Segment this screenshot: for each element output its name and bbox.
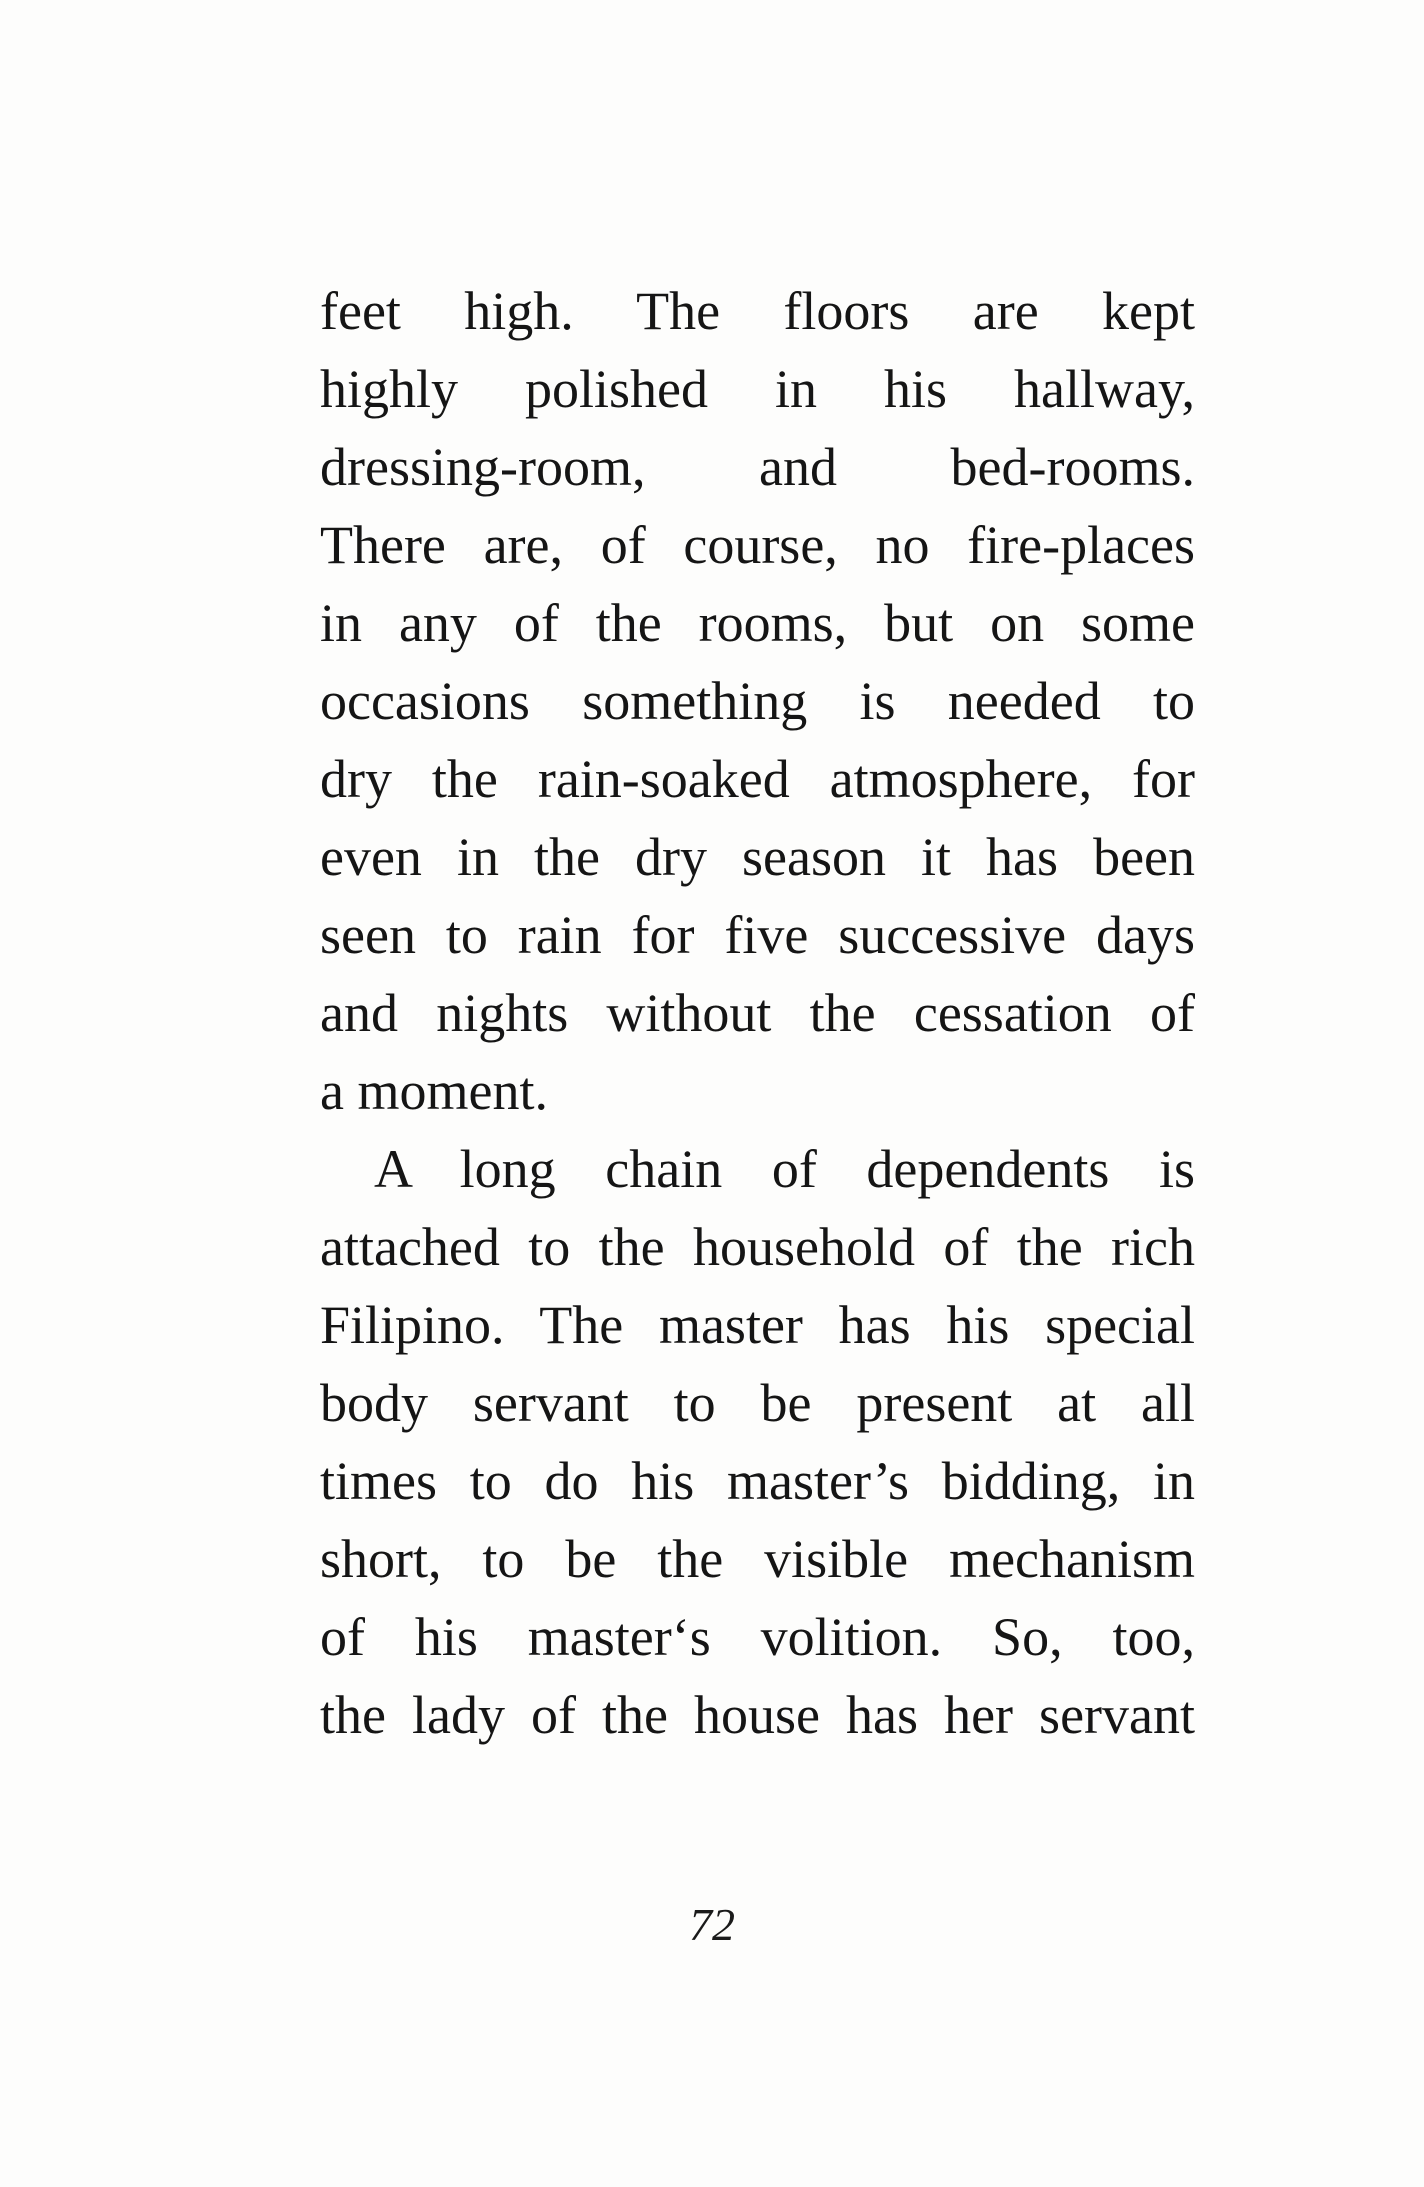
text-line: feet high. The floors are kept — [320, 281, 1195, 341]
body-text — [320, 272, 1195, 1754]
text-line: Filipino. The master has his special — [320, 1295, 1195, 1355]
text-line: dry the rain-soaked atmosphere, for — [320, 749, 1195, 809]
text-line: seen to rain for five successive days — [320, 905, 1195, 965]
page-number: 72 — [689, 1899, 735, 1950]
text-line: attached to the household of the rich — [320, 1217, 1195, 1277]
text-line: of his master‘s volition. So, too, — [320, 1607, 1195, 1667]
text-line: even in the dry season it has been — [320, 827, 1195, 887]
text-line-paragraph-start: A long chain of dependents is — [374, 1139, 1195, 1199]
text-line: short, to be the visible mechanism — [320, 1529, 1195, 1589]
text-line: the lady of the house has her servant — [320, 1685, 1195, 1745]
text-line: There are, of course, no fire-places — [320, 515, 1195, 575]
text-line: and nights without the cessation of — [320, 983, 1195, 1043]
text-line: highly polished in his hallway, — [320, 359, 1195, 419]
text-line: body servant to be present at all — [320, 1373, 1195, 1433]
text-line: times to do his master’s bidding, in — [320, 1451, 1195, 1511]
text-line: dressing-room, and bed-rooms. — [320, 437, 1195, 497]
text-line: in any of the rooms, but on some — [320, 593, 1195, 653]
text-line-paragraph-end: a moment. — [320, 1061, 548, 1121]
text-line: occasions something is needed to — [320, 671, 1195, 731]
